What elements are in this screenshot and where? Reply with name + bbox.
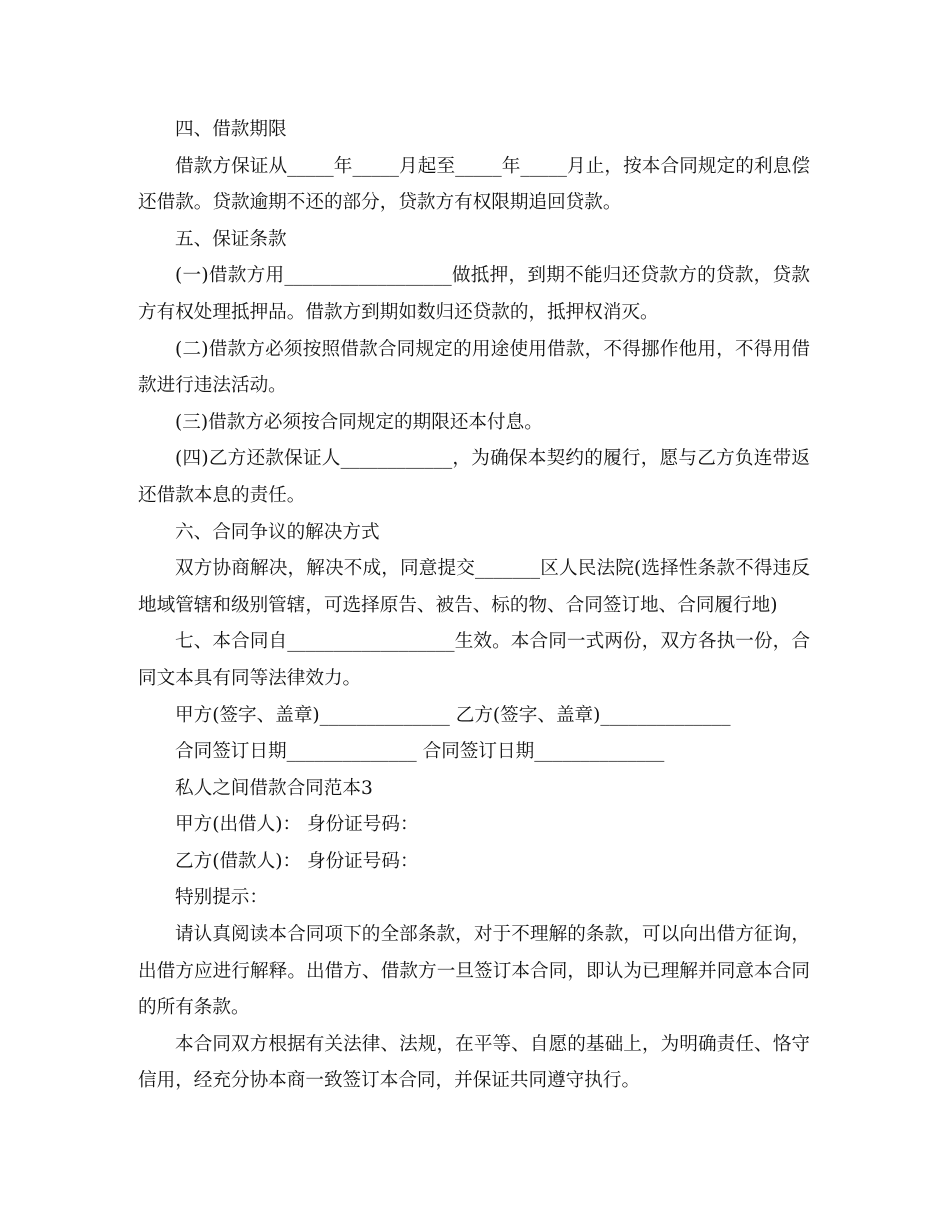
signature-line: 甲方(签字、盖章)______________ 乙方(签字、盖章)______________ — [175, 704, 731, 726]
guarantee-clause-2: (二)借款方必须按照借款合同规定的用途使用借款，不得挪作他用，不得用借款进行违法活动。 — [138, 338, 810, 397]
effective-clause: 七、本合同自__________________生效。本合同一式两份，双方各执一份，合同文本具有同等法律效力。 — [138, 631, 810, 689]
special-notice-heading: 特别提示： — [175, 887, 268, 909]
dispute-clause: 双方协商解决，解决不成，同意提交_______区人民法院(选择性条款不得违反地域管辖和级别管辖，可选择原告、被告、标的物、合同签订地、合同履行地) — [138, 558, 810, 616]
loan-term-clause: 借款方保证从_____年_____月起至_____年_____月止，按本合同规定的利息偿还借款。贷款逾期不还的部分，贷款方有权限期追回贷款。 — [138, 155, 810, 214]
signing-date-line: 合同签订日期______________ 合同签订日期______________ — [175, 741, 665, 763]
section-heading-dispute: 六、合同争议的解决方式 — [175, 521, 380, 543]
party-a-line: 甲方(出借人)： 身份证号码： — [175, 814, 419, 836]
guarantee-clause-3: (三)借款方必须按合同规定的期限还本付息。 — [175, 411, 543, 433]
party-b-line: 乙方(借款人)： 身份证号码： — [175, 850, 419, 872]
guarantee-clause-1: (一)借款方用__________________做抵押，到期不能归还贷款方的贷款，贷款方有权处理抵押品。借款方到期如数归还贷款的，抵押权消灭。 — [138, 265, 810, 323]
agreement-preamble: 本合同双方根据有关法律、法规，在平等、自愿的基础上，为明确责任、恪守信用，经充分协本商一致签订本合同，并保证共同遵守执行。 — [138, 1033, 810, 1092]
section-heading-loan-term: 四、借款期限 — [175, 119, 287, 140]
guarantee-clause-4: (四)乙方还款保证人____________，为确保本契约的履行，愿与乙方负连带返还借款本息的责任。 — [138, 448, 810, 506]
contract-template-title: 私人之间借款合同范本3 — [175, 777, 373, 799]
document-body — [138, 112, 810, 1100]
special-notice-text: 请认真阅读本合同项下的全部条款，对于不理解的条款，可以向出借方征询，出借方应进行解释。出借方、借款方一旦签订本合同，即认为已理解并同意本合同的所有条款。 — [138, 924, 810, 1019]
section-heading-guarantee: 五、保证条款 — [175, 228, 287, 250]
